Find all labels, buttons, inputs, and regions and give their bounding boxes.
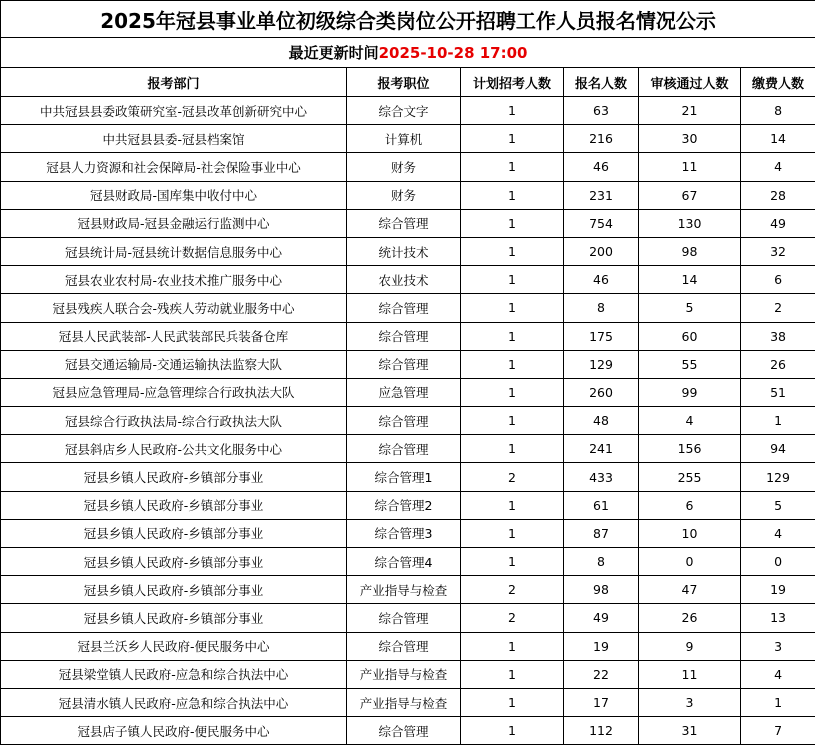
cell-registered: 175 xyxy=(564,322,639,350)
table-row xyxy=(1,322,815,350)
cell-paid: 8 xyxy=(741,97,815,125)
update-time xyxy=(1,38,815,68)
cell-paid: 94 xyxy=(741,435,815,463)
cell-planned: 1 xyxy=(461,294,564,322)
cell-position: 计算机 xyxy=(347,125,461,153)
cell-registered: 112 xyxy=(564,717,639,745)
cell-paid: 2 xyxy=(741,294,815,322)
update-time-value: 2025-10-28 17:00 xyxy=(379,44,528,62)
cell-paid: 13 xyxy=(741,604,815,632)
cell-position: 产业指导与检查 xyxy=(347,576,461,604)
cell-registered: 8 xyxy=(564,548,639,576)
table-row xyxy=(1,237,815,265)
cell-position: 产业指导与检查 xyxy=(347,660,461,688)
table-row xyxy=(1,604,815,632)
table-row xyxy=(1,576,815,604)
cell-dept: 冠县残疾人联合会-残疾人劳动就业服务中心 xyxy=(1,294,347,322)
cell-approved: 99 xyxy=(639,378,741,406)
cell-planned: 1 xyxy=(461,153,564,181)
table-row xyxy=(1,209,815,237)
cell-position: 综合管理 xyxy=(347,717,461,745)
cell-planned: 1 xyxy=(461,266,564,294)
cell-dept: 冠县人力资源和社会保障局-社会保险事业中心 xyxy=(1,153,347,181)
cell-planned: 1 xyxy=(461,350,564,378)
table-row xyxy=(1,717,815,745)
cell-planned: 1 xyxy=(461,491,564,519)
cell-planned: 1 xyxy=(461,378,564,406)
cell-planned: 1 xyxy=(461,322,564,350)
cell-approved: 67 xyxy=(639,181,741,209)
update-time-label: 最近更新时间 xyxy=(289,44,379,62)
cell-position: 综合管理 xyxy=(347,350,461,378)
table-row xyxy=(1,181,815,209)
cell-planned: 1 xyxy=(461,688,564,716)
table-row xyxy=(1,378,815,406)
cell-approved: 10 xyxy=(639,519,741,547)
table-row xyxy=(1,350,815,378)
cell-registered: 98 xyxy=(564,576,639,604)
header-dept: 报考部门 xyxy=(1,68,347,97)
cell-registered: 8 xyxy=(564,294,639,322)
cell-dept: 冠县财政局-冠县金融运行监测中心 xyxy=(1,209,347,237)
cell-approved: 255 xyxy=(639,463,741,491)
cell-dept: 中共冠县县委政策研究室-冠县改革创新研究中心 xyxy=(1,97,347,125)
cell-position: 农业技术 xyxy=(347,266,461,294)
cell-registered: 200 xyxy=(564,237,639,265)
cell-approved: 31 xyxy=(639,717,741,745)
cell-paid: 4 xyxy=(741,660,815,688)
table-row xyxy=(1,97,815,125)
cell-dept: 冠县交通运输局-交通运输执法监察大队 xyxy=(1,350,347,378)
cell-paid: 4 xyxy=(741,519,815,547)
cell-planned: 1 xyxy=(461,519,564,547)
cell-paid: 4 xyxy=(741,153,815,181)
cell-planned: 1 xyxy=(461,548,564,576)
cell-dept: 冠县梁堂镇人民政府-应急和综合执法中心 xyxy=(1,660,347,688)
header-position: 报考职位 xyxy=(347,68,461,97)
cell-position: 综合管理 xyxy=(347,209,461,237)
cell-position: 财务 xyxy=(347,181,461,209)
cell-paid: 14 xyxy=(741,125,815,153)
cell-approved: 130 xyxy=(639,209,741,237)
cell-approved: 9 xyxy=(639,632,741,660)
cell-approved: 21 xyxy=(639,97,741,125)
cell-paid: 38 xyxy=(741,322,815,350)
table-row xyxy=(1,407,815,435)
cell-position: 综合管理3 xyxy=(347,519,461,547)
cell-registered: 22 xyxy=(564,660,639,688)
table-row xyxy=(1,548,815,576)
cell-registered: 46 xyxy=(564,153,639,181)
cell-paid: 1 xyxy=(741,688,815,716)
cell-position: 综合管理 xyxy=(347,294,461,322)
cell-approved: 11 xyxy=(639,660,741,688)
cell-registered: 49 xyxy=(564,604,639,632)
header-row xyxy=(1,68,815,97)
cell-position: 综合管理 xyxy=(347,322,461,350)
cell-paid: 3 xyxy=(741,632,815,660)
header-paid: 缴费人数 xyxy=(741,68,815,97)
cell-registered: 216 xyxy=(564,125,639,153)
cell-dept: 冠县斜店乡人民政府-公共文化服务中心 xyxy=(1,435,347,463)
table-row xyxy=(1,688,815,716)
cell-position: 综合管理1 xyxy=(347,463,461,491)
cell-registered: 231 xyxy=(564,181,639,209)
cell-approved: 4 xyxy=(639,407,741,435)
cell-planned: 1 xyxy=(461,660,564,688)
cell-approved: 60 xyxy=(639,322,741,350)
header-registered: 报名人数 xyxy=(564,68,639,97)
table-row xyxy=(1,632,815,660)
table-row xyxy=(1,435,815,463)
cell-dept: 冠县综合行政执法局-综合行政执法大队 xyxy=(1,407,347,435)
cell-registered: 48 xyxy=(564,407,639,435)
cell-approved: 11 xyxy=(639,153,741,181)
cell-approved: 6 xyxy=(639,491,741,519)
header-approved: 审核通过人数 xyxy=(639,68,741,97)
cell-registered: 17 xyxy=(564,688,639,716)
cell-dept: 冠县应急管理局-应急管理综合行政执法大队 xyxy=(1,378,347,406)
cell-position: 综合文字 xyxy=(347,97,461,125)
cell-registered: 87 xyxy=(564,519,639,547)
cell-dept: 冠县乡镇人民政府-乡镇部分事业 xyxy=(1,604,347,632)
cell-dept: 冠县乡镇人民政府-乡镇部分事业 xyxy=(1,519,347,547)
cell-registered: 46 xyxy=(564,266,639,294)
cell-approved: 55 xyxy=(639,350,741,378)
cell-position: 统计技术 xyxy=(347,237,461,265)
cell-paid: 1 xyxy=(741,407,815,435)
cell-paid: 26 xyxy=(741,350,815,378)
cell-paid: 51 xyxy=(741,378,815,406)
cell-approved: 156 xyxy=(639,435,741,463)
cell-dept: 冠县统计局-冠县统计数据信息服务中心 xyxy=(1,237,347,265)
cell-registered: 433 xyxy=(564,463,639,491)
cell-planned: 1 xyxy=(461,435,564,463)
cell-approved: 30 xyxy=(639,125,741,153)
table-row xyxy=(1,266,815,294)
cell-paid: 5 xyxy=(741,491,815,519)
cell-planned: 2 xyxy=(461,604,564,632)
cell-approved: 47 xyxy=(639,576,741,604)
cell-dept: 冠县农业农村局-农业技术推广服务中心 xyxy=(1,266,347,294)
cell-position: 综合管理 xyxy=(347,435,461,463)
cell-registered: 19 xyxy=(564,632,639,660)
cell-registered: 241 xyxy=(564,435,639,463)
table-row xyxy=(1,125,815,153)
cell-planned: 2 xyxy=(461,576,564,604)
table-row xyxy=(1,519,815,547)
table-row xyxy=(1,153,815,181)
cell-position: 产业指导与检查 xyxy=(347,688,461,716)
cell-registered: 63 xyxy=(564,97,639,125)
cell-planned: 1 xyxy=(461,97,564,125)
page-title: 2025年冠县事业单位初级综合类岗位公开招聘工作人员报名情况公示 xyxy=(1,1,815,38)
table-row xyxy=(1,491,815,519)
cell-paid: 32 xyxy=(741,237,815,265)
cell-registered: 129 xyxy=(564,350,639,378)
header-planned: 计划招考人数 xyxy=(461,68,564,97)
cell-planned: 1 xyxy=(461,125,564,153)
cell-paid: 6 xyxy=(741,266,815,294)
cell-planned: 1 xyxy=(461,209,564,237)
cell-planned: 1 xyxy=(461,181,564,209)
cell-planned: 1 xyxy=(461,717,564,745)
cell-dept: 冠县店子镇人民政府-便民服务中心 xyxy=(1,717,347,745)
cell-position: 应急管理 xyxy=(347,378,461,406)
cell-dept: 冠县乡镇人民政府-乡镇部分事业 xyxy=(1,491,347,519)
cell-paid: 28 xyxy=(741,181,815,209)
cell-dept: 冠县乡镇人民政府-乡镇部分事业 xyxy=(1,463,347,491)
cell-registered: 260 xyxy=(564,378,639,406)
table-row xyxy=(1,463,815,491)
cell-dept: 冠县兰沃乡人民政府-便民服务中心 xyxy=(1,632,347,660)
cell-paid: 7 xyxy=(741,717,815,745)
cell-position: 综合管理2 xyxy=(347,491,461,519)
cell-planned: 2 xyxy=(461,463,564,491)
cell-approved: 0 xyxy=(639,548,741,576)
cell-dept: 冠县人民武装部-人民武装部民兵装备仓库 xyxy=(1,322,347,350)
cell-planned: 1 xyxy=(461,237,564,265)
cell-approved: 5 xyxy=(639,294,741,322)
cell-dept: 冠县清水镇人民政府-应急和综合执法中心 xyxy=(1,688,347,716)
cell-position: 财务 xyxy=(347,153,461,181)
cell-planned: 1 xyxy=(461,632,564,660)
cell-registered: 754 xyxy=(564,209,639,237)
cell-approved: 98 xyxy=(639,237,741,265)
cell-dept: 冠县乡镇人民政府-乡镇部分事业 xyxy=(1,548,347,576)
cell-dept: 中共冠县县委-冠县档案馆 xyxy=(1,125,347,153)
cell-approved: 3 xyxy=(639,688,741,716)
table-row xyxy=(1,294,815,322)
cell-dept: 冠县财政局-国库集中收付中心 xyxy=(1,181,347,209)
cell-paid: 49 xyxy=(741,209,815,237)
cell-position: 综合管理 xyxy=(347,407,461,435)
cell-position: 综合管理 xyxy=(347,632,461,660)
cell-registered: 61 xyxy=(564,491,639,519)
cell-position: 综合管理4 xyxy=(347,548,461,576)
table-row xyxy=(1,660,815,688)
cell-paid: 0 xyxy=(741,548,815,576)
cell-planned: 1 xyxy=(461,407,564,435)
cell-approved: 14 xyxy=(639,266,741,294)
cell-paid: 19 xyxy=(741,576,815,604)
cell-paid: 129 xyxy=(741,463,815,491)
cell-approved: 26 xyxy=(639,604,741,632)
cell-dept: 冠县乡镇人民政府-乡镇部分事业 xyxy=(1,576,347,604)
cell-position: 综合管理 xyxy=(347,604,461,632)
